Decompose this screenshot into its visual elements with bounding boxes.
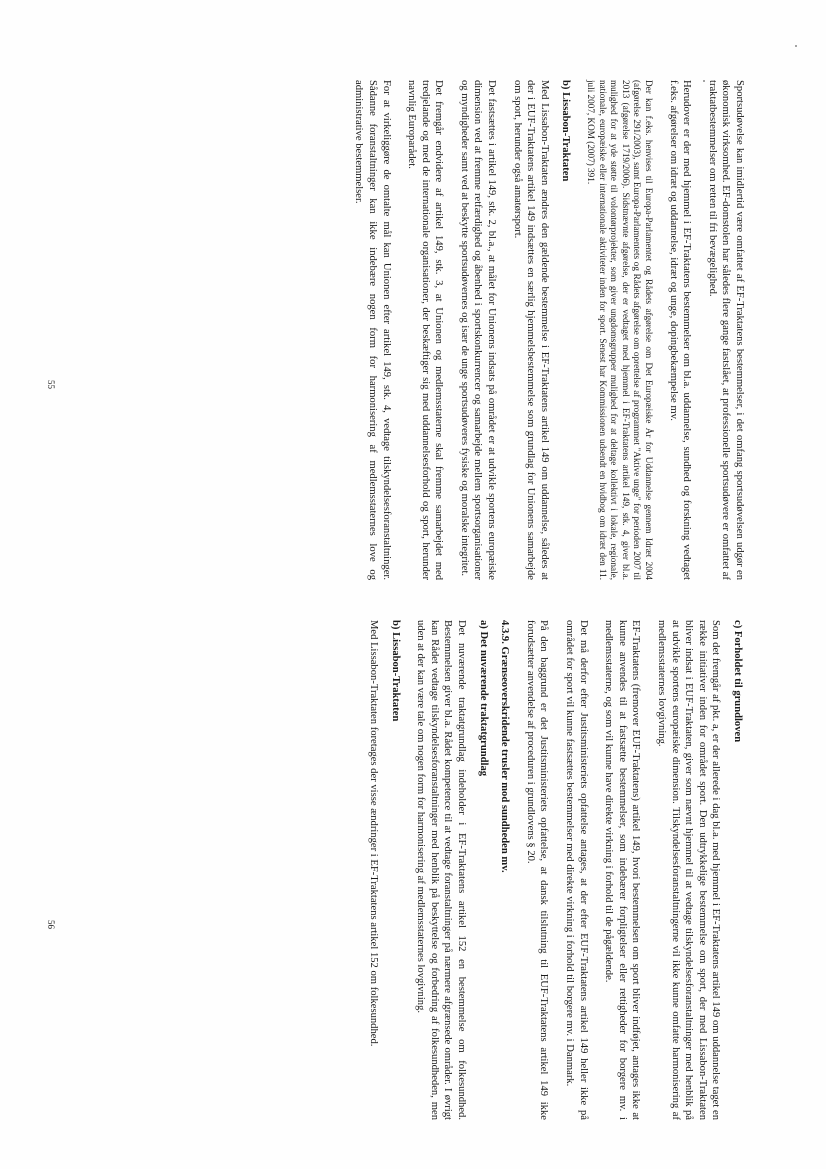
paragraph: Det fremgår endvidere af artikel 149, stk. 3, at Unionen og medlemsstaterne skal fremme samarbejdet med tredjelande og med de internationale organisationer, der beskæftiger sig med uddannelsesforhold og sport, herunder navnlig Europarådet. bbox=[406, 80, 445, 580]
section-heading: c) Forholdet til grundloven bbox=[732, 620, 743, 743]
paragraph: Med Lissabon-Traktaten foretages der visse ændringer i EF-Traktatens artikel 152 om folkesundhed. bbox=[368, 620, 380, 1047]
paragraph: På den baggrund er det Justitsministeriets opfattelse, at dansk tilslutning til EUF-Traktatens artikel 149 ikke forudsætter anvendelse af proceduren i grundlovens § 20. bbox=[524, 620, 550, 1120]
paragraph: Det fastsættes i artikel 149, stk. 2, bl.a., at målet for Unionens indsats på området er at udvikle sportens europæiske dimension ved at fremme retfærdighed og åbenhed i sportskonkurrencer og samarbejde mellem sportsorganisationer og myndigheder samt ved at beskytte sportsudøvernes og især de unge sportsudøveres fysiske og moralske integritet. bbox=[458, 80, 498, 580]
page-56-column bbox=[355, 620, 746, 1120]
paragraph: For at virkeliggøre de omtalte mål kan Unionen efter artikel 149, stk. 4, vedtage tilskyndelsesforanstaltninger. Sådanne foranstaltninger kan ikke indebære nogen form for harmonisering af medlemsstaternes love og administrative bestemmelser. bbox=[353, 80, 392, 580]
section-heading: 4.3.9. Grænseoverskridende trusler mod sundheden mv. bbox=[499, 620, 511, 873]
paragraph: Det nuværende traktatgrundlag indeholder i EF-Traktatens artikel 152 en bestemmelse om folkesundhed. Bestemmelsen giver bl.a. Rådet kompetence til at vedtage foranstaltninger på nærmere afgrænsede områder. I øvrigt kan Rådet vedtage tilskyndelsesforanstaltninger med henblik på beskyttelse og forbedring af folkesundheden, men uden at der kan være tale om nogen form for harmonisering af medlemsstaternes lovgivning. bbox=[415, 620, 468, 1120]
page-number: 55 bbox=[46, 380, 56, 389]
page-55-column bbox=[340, 80, 746, 580]
page-number: 56 bbox=[46, 920, 56, 929]
subsection-heading: a) Det nuværende traktatgrundlag bbox=[477, 620, 489, 777]
paragraph: Som det fremgår af pkt. a, er der allerede i dag bl.a. med hjemmel i EF-Traktatens artikel 149 om uddannelse taget en række initiativer inden for området sport. Den udtrykkelige bestemmelse om sport, der med Lissabon-Traktaten bliver indsat i EUF-Traktaten, giver som nævnt hjemmel til at vedtage tilskyndelsesforanstaltninger med henblik på at udvikle sportens europæiske dimension. Tilskyndelsesforanstaltningerne vil ikke kunne omfatte harmonisering af medlemsstaternes lovgivning. bbox=[656, 620, 722, 1120]
paragraph: Herudover er der med hjemmel i EF-Traktatens bestemmelser om bl.a. uddannelse, sundhed og forskning vedtaget f.eks. afgørelser om idræt og uddannelse, idræt og unge, dopingbekæmpelse mv. bbox=[667, 80, 693, 580]
paragraph: Med Lissabon-Traktaten ændres den gældende bestemmelse i EF-Traktatens artikel 149 om uddannelse, således at der i EUF-Traktatens artikel 149 indsættes en særlig hjemmelsbestemmelse som grundlag for Unionens samarbejde om sport, herunder også amatørsport. bbox=[511, 80, 550, 580]
paragraph: Sportsudøvelse kan imidlertid være omfattet af EF-Traktatens bestemmelser, i det omfang sportsudøvelsen udgør en økonomisk virksomhed. EF-domstolen har således flere gange fastslået, at professionelle sportsudøvere er omfattet af traktatbestemmelser om retten til fri bevægelighed. bbox=[706, 80, 745, 580]
paragraph: Det må derfor efter Justitsministeriets opfattelse antages, at der efter EUF-Traktatens artikel 149 heller ikke på området for sport vil kunne fastsættes bestemmelser med direkte virkning i forhold til borgere mv. i Danmark. bbox=[564, 620, 589, 1120]
paragraph: EF-Traktatens (fremover EUF-Traktatens) artikel 149, hvori bestemmelsen om sport bliver indføjet, antages ikke at kunne anvendes til at fastsætte bestemmelser, som indebærer forpligtelser eller rettigheder for borgere mv. i medlemsstaterne, og som vil kunne have direkte virkning i forhold til de pågældende. bbox=[603, 620, 642, 1120]
subsection-heading: b) Lissabon-Traktaten bbox=[389, 620, 401, 722]
section-heading: b) Lissabon-Traktaten bbox=[560, 80, 572, 182]
footnote-paragraph: Der kan f.eks. henvises til Europa-Parlamentet og Rådets afgørelse om Det Europæiske År for Uddannelse gennem Idræt 2004 (afgørelse 291/2003), samt Europa-Parlamentets og Rådets afgørelse om oprettelse af programmet "Aktive unge" for perioden 2007 til 2013 (afgørelse 1719/2006). Sidstnævnte afgørelse, der er vedtaget med hjemmel i EF-Traktatens artikel 149, stk. 4, giver bl.a. mulighed for at yde støtte til volontørprojekter, som giver ungdomsgrupper mulighed for at deltage kollektivt i lokale, regionale, nationale, europæiske eller internationale aktiviteter inden for sport. Senest har Kommissionen udsendt en hvidbog om idræt den 11. juli 2007, KOM (2007) 391. bbox=[586, 80, 655, 580]
